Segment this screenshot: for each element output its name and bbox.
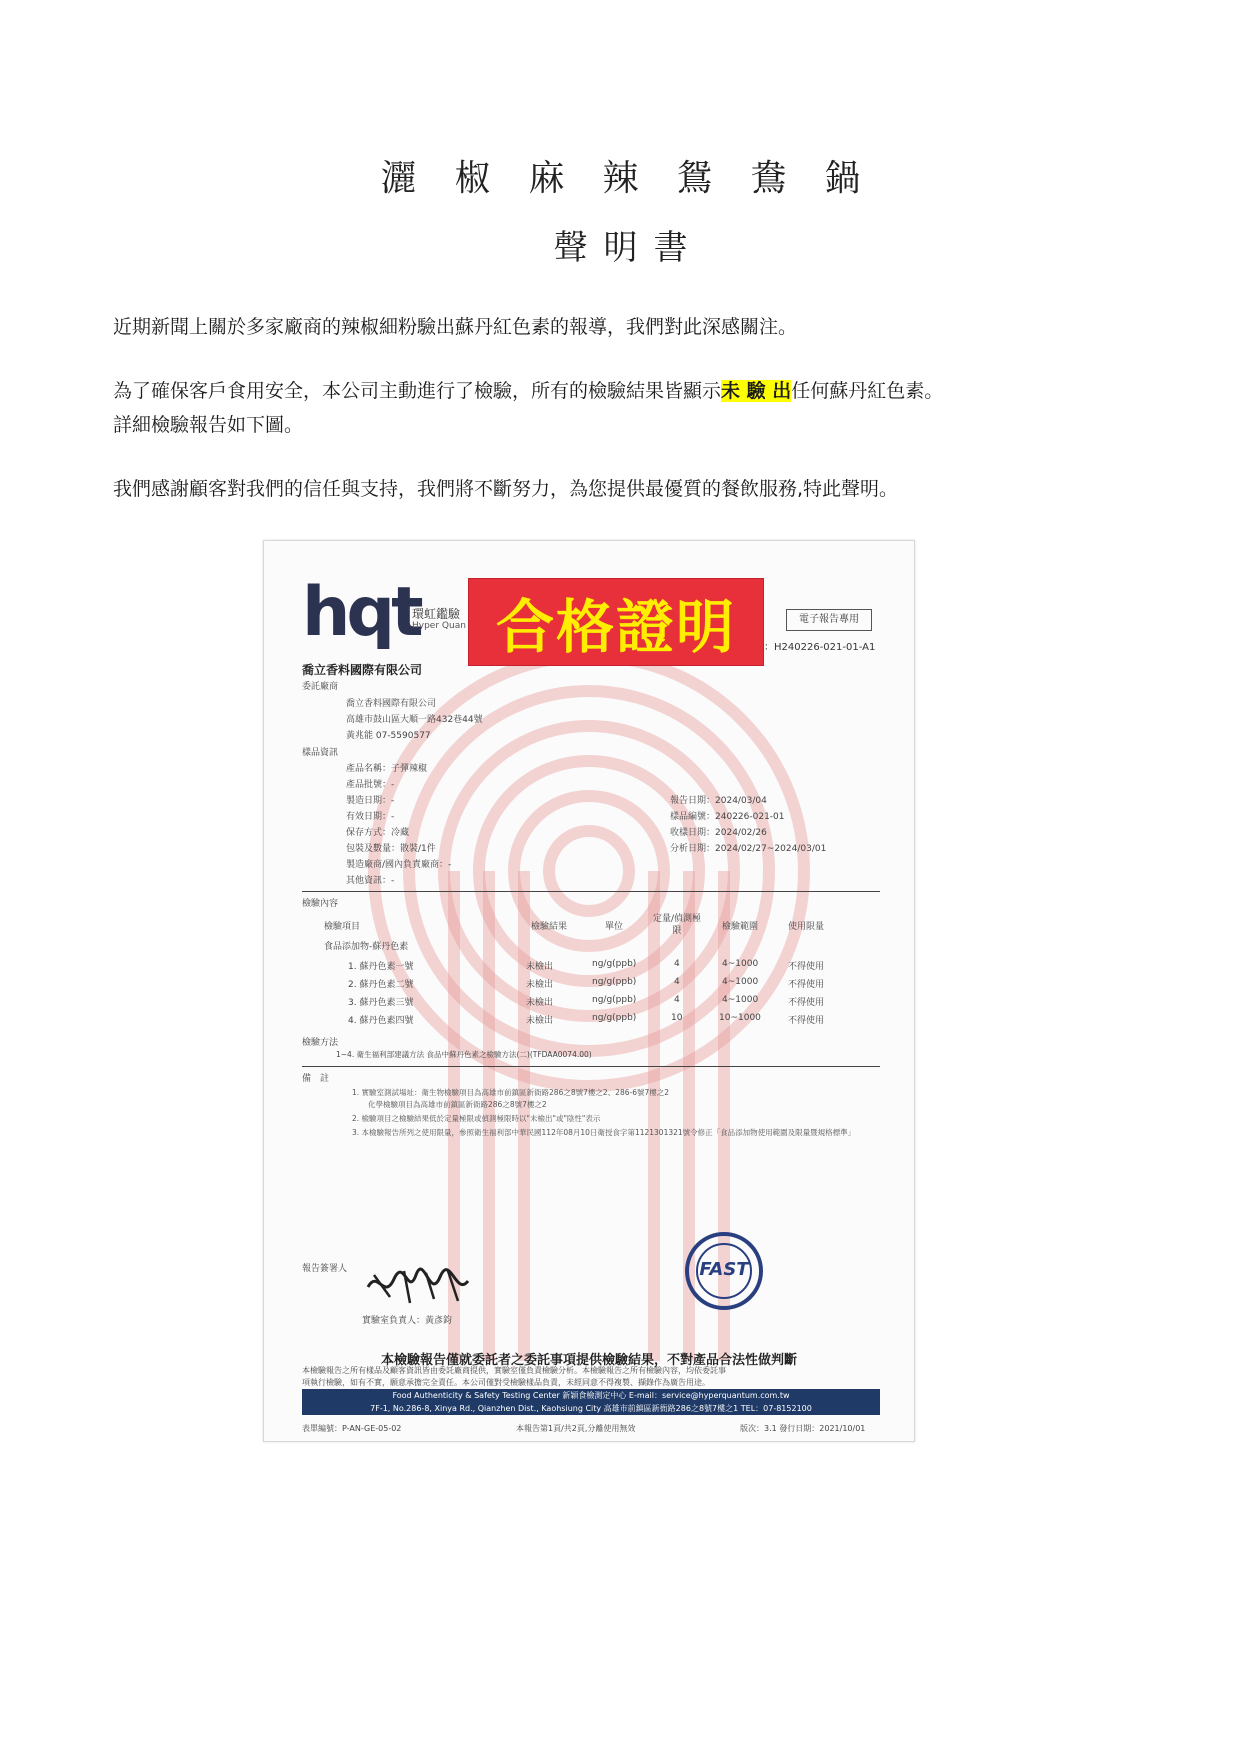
- hqt-logo: hqt: [302, 573, 420, 652]
- report-date: 報告日期：2024/03/04: [670, 796, 767, 806]
- paragraph-inspection: [113, 374, 1153, 442]
- report-company: 喬立香料國際有限公司: [302, 663, 423, 677]
- logo-english-name: Hyper Quan: [412, 621, 466, 631]
- column-header: 檢驗範圍: [721, 922, 758, 932]
- paragraph-inspection-line2: 詳細檢驗報告如下圖。: [113, 414, 304, 436]
- sample-field: 保存方式：冷藏: [346, 828, 410, 838]
- paragraph-inspection-end: 任何蘇丹紅色素。: [791, 380, 944, 402]
- highlight-not-detected: 未 驗 出: [721, 380, 792, 402]
- signer-label: 報告簽署人: [302, 1264, 348, 1274]
- analysis-date: 分析日期：2024/02/27~2024/03/01: [670, 844, 827, 854]
- tfda-seal: [684, 1231, 764, 1311]
- inspection-report-image: hqt 環虹鑑驗 Hyper Quan 合格證明 電子報告專用 ：H240226-021-01-A1 喬立香料國際有限公司 委託廠商 喬立香料國際有限公司 高雄市鼓山區大順一路432巷44號 黃兆能 07-5590577 樣品資訊 產品名稱：子彈辣椒 產品批號：- 製造日期：- 有效日期：- 保存方式：冷藏 包裝及數量：散裝/1件 製造廠商/國內負責廠商：- 其他資訊：- 報告日期：2024/03/04 樣品編號：240226-021-01 收樣日期：2024/02/26 分析日期：2024/02/27~2024/03/01 檢驗內容 檢驗項目 檢驗結果 單位 定量/偵測極限 檢驗範圍 使用限量 食品添加物-蘇丹色素 1. 蘇丹色素一號 未檢出 ng/g(ppb) 4 4~1000 不得使用 2. 蘇丹色素二號 未檢出 ng/g(ppb) 4 4~1000 不得使用 3. 蘇丹色素三號 未檢出 ng/g(ppb) 4 4~1000 不得使用 4. 蘇丹色素四號 未檢出 ng/g(ppb) 10 10~1000 不得使用 檢驗方法 1~4. 衛生福利部建議方法 食品中蘇丹色素之檢驗方法(二)(TFDAA0074.00) 備 註 1. 實驗室測試場址：衛生物檢驗項目為高雄市前鎮區新衙路286之8號7樓之2、286-6號7樓之2 化學檢驗項目為高雄市前鎮區新衙路286之8號7樓之2 2. 檢驗項目之檢驗結果低於定量極限或偵測極限時以"未檢出"或"陰性"表示 3. 本檢驗報告所列之使用限量，參照衛生福利部中華民國112年08月10日衛授食字第1121301321號令修正「食品添加物使用範圍及限量暨規格標準」 報告簽署人 實驗室負責人：黃彥鈞 FAST 本檢驗報告僅就委託者之委託事項提供檢驗結果，不對產品合法性做判斷 本檢驗報告之所有樣品及顧客資訊皆由委託廠商提供，實驗室僅負責檢驗分析。本檢驗報告之所有檢驗內容，均依委託事 項執行檢驗，如有不實，願意承擔完全責任。本公司僅對受檢驗樣品負責，未經同意不得複製、擷錄作為廣告用途。 Food Authenticity & Safety Testing Center 新穎食檢測定中心 E-mail：service@hyperquantum.com.tw 7F-1, No.286-8, Xinya Rd., Qianzhen Dist., Kaohsiung City 高雄市前鎮區新衙路286之8號7樓之1 TEL：07-8152100 表單編號：P-AN-GE-05-02 本報告第1頁/共2頁,分離使用無效 版次：3.1 發行日期：2021/10/01: [263, 540, 915, 1442]
- version-info: 版次：3.1 發行日期：2021/10/01: [740, 1424, 866, 1433]
- divider: [302, 1066, 880, 1067]
- certificate-stamp: 合格證明: [468, 578, 764, 666]
- test-content-label: 檢驗內容: [302, 899, 339, 909]
- method-text: 1~4. 衛生福利部建議方法 食品中蘇丹色素之檢驗方法(二)(TFDAA0074.00): [336, 1050, 592, 1059]
- divider: [302, 891, 880, 892]
- paragraph-inspection-start: 為了確保客戶食用安全，本公司主動進行了檢驗，所有的檢驗結果皆顯示: [113, 380, 722, 402]
- sample-info-label: 樣品資訊: [302, 748, 339, 758]
- receipt-date: 收樣日期：2024/02/26: [670, 828, 767, 838]
- remarks-label: 備 註: [302, 1074, 330, 1084]
- sample-number: 樣品編號：240226-021-01: [670, 812, 785, 822]
- form-number: 表單編號：P-AN-GE-05-02: [302, 1424, 402, 1433]
- sample-field: 產品批號：-: [346, 780, 395, 790]
- signature: [364, 1257, 474, 1311]
- lab-head-name: 實驗室負責人：黃彥鈞: [362, 1316, 453, 1326]
- paragraph-news: 近期新聞上關於多家廠商的辣椒細粉驗出蘇丹紅色素的報導，我們對此深感關注。: [113, 316, 798, 338]
- column-header: 檢驗項目: [324, 922, 361, 932]
- footer-contact-line: Food Authenticity & Safety Testing Center 新穎食檢測定中心 E-mail：service@hyperquantum.com.tw: [392, 1391, 790, 1400]
- page-info: 本報告第1頁/共2頁,分離使用無效: [516, 1424, 636, 1433]
- client-address: 高雄市鼓山區大順一路432巷44號: [346, 715, 483, 725]
- column-header: 檢驗結果: [530, 922, 567, 932]
- column-header: 使用限量: [787, 922, 824, 932]
- test-category: 食品添加物-蘇丹色素: [324, 942, 409, 952]
- e-report-label: 電子報告專用: [786, 609, 872, 631]
- sample-field: 包裝及數量：散裝/1件: [346, 844, 436, 854]
- paragraph-thanks: 我們感謝顧客對我們的信任與支持，我們將不斷努力，為您提供最優質的餐飲服務,特此聲明。: [113, 478, 899, 500]
- column-header: 定量/偵測極限: [652, 914, 702, 936]
- document-title: 灑椒麻辣鴛鴦鍋: [380, 158, 899, 199]
- remark-note: 3. 本檢驗報告所列之使用限量，參照衛生福利部中華民國112年08月10日衛授食字第1121301321號令修正「食品添加物使用範圍及限量暨規格標準」: [352, 1128, 856, 1137]
- document-subtitle: 聲明書: [553, 228, 704, 268]
- client-name: 喬立香料國際有限公司: [346, 699, 437, 709]
- sample-field: 有效日期：-: [346, 812, 395, 822]
- sample-field: 產品名稱：子彈辣椒: [346, 764, 428, 774]
- method-label: 檢驗方法: [302, 1038, 339, 1048]
- client-phone: 黃兆能 07-5590577: [346, 731, 431, 741]
- footer-statement: 本檢驗報告僅就委託者之委託事項提供檢驗結果，不對產品合法性做判斷: [380, 1353, 797, 1368]
- remark-note: 1. 實驗室測試場址：衛生物檢驗項目為高雄市前鎮區新衙路286之8號7樓之2、286-6號7樓之2: [352, 1088, 670, 1097]
- footer-address-line: 7F-1, No.286-8, Xinya Rd., Qianzhen Dist., Kaohsiung City 高雄市前鎮區新衙路286之8號7樓之1 TEL：07-8152100: [370, 1404, 812, 1413]
- seal-text: FAST: [699, 1259, 749, 1280]
- column-header: 單位: [604, 922, 623, 932]
- logo-chinese-name: 環虹鑑驗: [412, 607, 461, 621]
- report-number: ：H240226-021-01-A1: [764, 642, 876, 653]
- footer-disclaimer: 本檢驗報告之所有樣品及顧客資訊皆由委託廠商提供，實驗室僅負責檢驗分析。本檢驗報告之所有檢驗內容，均依委託事: [302, 1366, 726, 1375]
- remark-note: 化學檢驗項目為高雄市前鎮區新衙路286之8號7樓之2: [368, 1100, 547, 1109]
- footer-contact-bar: [302, 1389, 880, 1415]
- sample-field: 其他資訊：-: [346, 876, 395, 886]
- sample-field: 製造日期：-: [346, 796, 395, 806]
- remark-note: 2. 檢驗項目之檢驗結果低於定量極限或偵測極限時以"未檢出"或"陰性"表示: [352, 1114, 601, 1123]
- footer-disclaimer: 項執行檢驗，如有不實，願意承擔完全責任。本公司僅對受檢驗樣品負責，未經同意不得複製、擷錄作為廣告用途。: [302, 1378, 710, 1387]
- client-label: 委託廠商: [302, 682, 339, 692]
- sample-field: 製造廠商/國內負責廠商：-: [346, 860, 452, 870]
